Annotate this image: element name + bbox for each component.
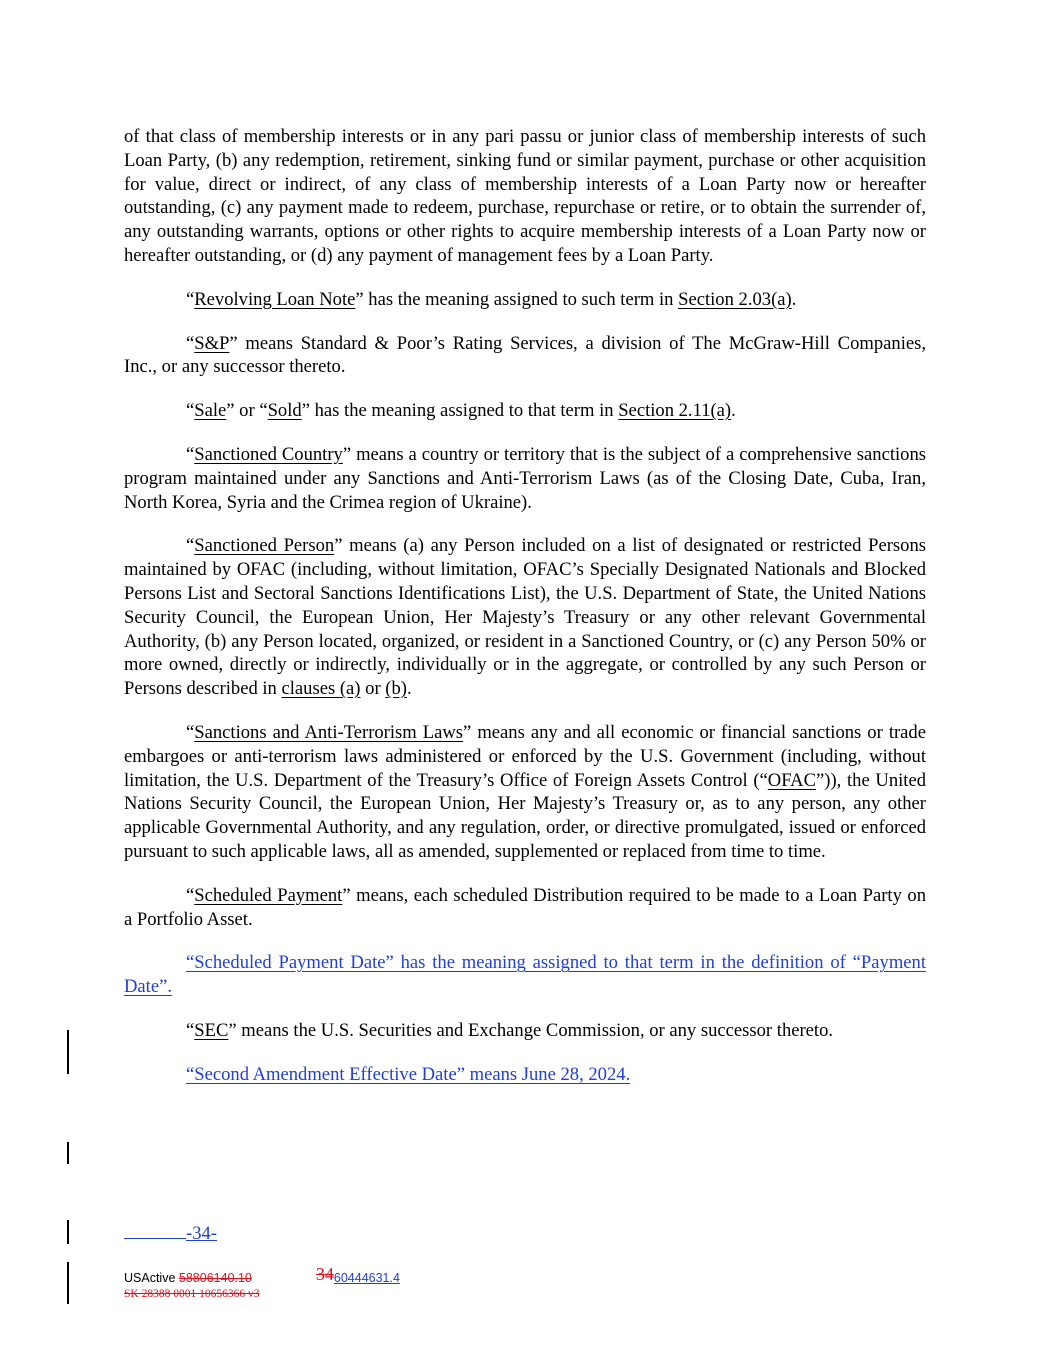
defined-term: Sanctioned Person bbox=[194, 535, 335, 557]
defined-term: Scheduled Payment bbox=[194, 884, 343, 906]
deleted-mid-number: 34 bbox=[315, 1264, 334, 1284]
definition-scheduled-payment: “Scheduled Payment” means, each scheduled Distribution required to be made to a Loan Party on a Portfolio Asset. bbox=[124, 884, 926, 930]
definition-sanctioned-country: “Sanctioned Country” means a country or territory that is the subject of a comprehensive sanctions program maintained under any Sanctions and Anti-Terrorism Laws (as of the Closing Date, Cuba, Iran, North Korea, Syria and the Crimea region of Ukraine). bbox=[124, 443, 926, 513]
defined-term: Sanctioned Country bbox=[194, 443, 343, 465]
deleted-sk-id: SK 28388 0001 10656366 v3 bbox=[124, 1288, 260, 1300]
inserted-doc-id: 60444631.4 bbox=[333, 1271, 400, 1285]
section-reference: Section 2.11(a) bbox=[618, 400, 732, 422]
change-bar bbox=[67, 1262, 69, 1304]
page-number-text: -34- bbox=[186, 1223, 217, 1244]
paragraph-continuation: of that class of membership interests or in any pari passu or junior class of membership interests of such Loan Party, (b) any redemption, retirement, sinking fund or similar payment, purchase or other acquisition for value, direct or indirect, of any class of membership interests of a Loan Party now or hereafter outstanding, (c) any payment made to redeem, purchase, repurchase or retire, or to obtain the surrender of, any outstanding warrants, options or other rights to acquire membership interests of a Loan Party now or hereafter outstanding, or (d) any payment of management fees by a Loan Party. bbox=[124, 126, 926, 266]
defined-term: Revolving Loan Note bbox=[194, 288, 356, 310]
deleted-doc-id: 58806140.10 bbox=[178, 1271, 252, 1285]
definition-sanctioned-person: “Sanctioned Person” means (a) any Person included on a list of designated or restricted Persons maintained by OFAC (including, without limitation, OFAC’s Specially Designated Nationals and Blocked Persons List and Sectoral Sanctions Identifications List), the U.S. Department of State, the United Nations Security Council, the European Union, Her Majesty’s Treasury or any other relevant Governmental Authority, (b) any Person located, organized, or resident in a Sanctioned Country, or (c) any Person 50% or more owned, directly or indirectly, individually or in the aggregate, or controlled by any such Person or Persons described in clauses (a) or (b). bbox=[124, 535, 926, 700]
doc-prefix: USActive bbox=[124, 1271, 179, 1285]
clause-reference: clauses (a) bbox=[281, 678, 361, 700]
inserted-text: “Scheduled Payment Date” has the meaning assigned to that term in the definition of “Payment Date”. bbox=[124, 952, 926, 998]
defined-term: Sanctions and Anti-Terrorism Laws bbox=[194, 721, 464, 743]
definition-sale: “Sale” or “Sold” has the meaning assigned to that term in Section 2.11(a). bbox=[186, 400, 736, 422]
page-number bbox=[124, 1222, 217, 1245]
definition-revolving-loan-note: “Revolving Loan Note” has the meaning assigned to such term in Section 2.03(a). bbox=[186, 288, 797, 310]
definition-s-and-p: “S&P” means Standard & Poor’s Rating Services, a division of The McGraw-Hill Companies, Inc., or any successor thereto. bbox=[124, 332, 926, 378]
defined-term: SEC bbox=[194, 1019, 229, 1041]
leader-line bbox=[124, 1222, 186, 1239]
definition-sanctions-laws: “Sanctions and Anti-Terrorism Laws” means any and all economic or financial sanctions or trade embargoes or anti-terrorism laws administered or enforced by the U.S. Government (including, without limitation, the U.S. Department of the Treasury’s Office of Foreign Assets Control (“OFAC”)), the United Nations Security Council, the European Union, Her Majesty’s Treasury or, as to any person, any other applicable Governmental Authority, and any regulation, order, or directive promulgated, issued or enforced pursuant to such applicable laws, all as amended, supplemented or replaced from time to time. bbox=[124, 721, 926, 862]
definition-second-amendment-date-inserted bbox=[124, 1063, 926, 1087]
change-bar bbox=[67, 1220, 69, 1244]
change-bar bbox=[67, 1030, 69, 1074]
definition-scheduled-payment-date-inserted bbox=[124, 951, 926, 999]
document-body bbox=[124, 125, 926, 1107]
defined-term: Sold bbox=[267, 400, 302, 422]
defined-term: S&P bbox=[194, 332, 230, 354]
defined-term: Sale bbox=[194, 400, 227, 422]
definition-sec: “SEC” means the U.S. Securities and Exchange Commission, or any successor thereto. bbox=[186, 1019, 834, 1041]
change-bar bbox=[67, 1142, 69, 1164]
inserted-text: “Second Amendment Effective Date” means June 28, 2024. bbox=[186, 1063, 631, 1085]
defined-term: OFAC bbox=[767, 769, 816, 791]
section-reference: Section 2.03(a) bbox=[678, 288, 792, 310]
document-id bbox=[124, 1266, 400, 1287]
clause-reference: (b) bbox=[385, 678, 407, 700]
